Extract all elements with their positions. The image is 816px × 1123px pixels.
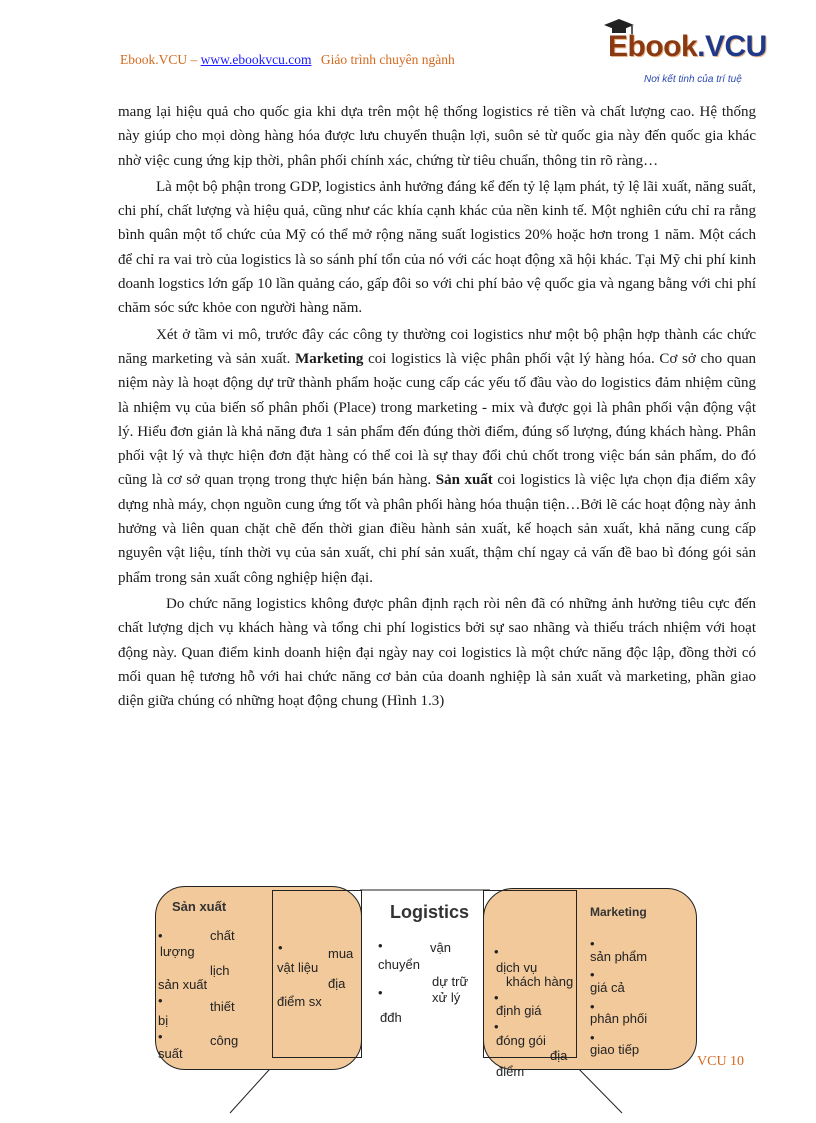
production-title: Sản xuất (172, 899, 227, 914)
marketing-item: giao tiếp (590, 1042, 640, 1057)
logistics-item: dự trữ (432, 974, 469, 989)
marketing-item: phân phối (590, 1011, 648, 1026)
production-item: bị (158, 1013, 169, 1028)
paragraph-3: Xét ở tầm vi mô, trước đây các công ty thường coi logistics như một bộ phận hợp thành các chức năng marketing và sản xuất. Marketing coi logistics là việc phân phối vật lý hàng hóa. Cơ sở cho quan niệm này là hoạt động dự trữ thành phẩm hoặc cung cấp các yếu tố đầu vào do logistics đảm nhiệm cũng là nhiệm vụ của biến số phân phối (Place) trong marketing - mix và được gọi là phân phối vận động vật lý. Hiểu đơn giản là khả năng đưa 1 sản phẩm đến đúng thời điểm, đúng số lượng, đúng khách hàng. Phân phối vật lý và thực hiện đơn đặt hàng có thể coi là sự thay đổi chủ chốt trong việc bán sản phẩm, do đó cũng là cơ sở quan trọng trong thực hiện bán hàng. Sản xuất coi logistics là việc lựa chọn địa điểm xây dựng nhà máy, chọn nguồn cung ứng tốt và phân phối hàng hóa thuận tiện…Bởi lẽ các hoạt động này ảnh hưởng và liên quan chặt chẽ đến thời gian điều hành sản xuất, kế hoạch sản xuất, khả năng cung cấp nguyên vật liệu, tính thời vụ của sản xuất, chi phí sản xuất, thậm chí ngay cả vấn đề bao bì đóng gói sản phẩm trong sản xuất công nghiệp hiện đại. (118, 326, 756, 586)
logistics-title: Logistics (390, 902, 470, 922)
marketing-item: • (590, 936, 595, 951)
logistics-item: • (378, 985, 383, 1000)
shared-activity: • (494, 990, 499, 1005)
shared-activity: điểm (496, 1064, 525, 1079)
production-item: suất (158, 1046, 183, 1061)
term-marketing: Marketing (295, 350, 364, 367)
page-footer: VCU 10 (697, 1054, 745, 1069)
logistics-item: xử lý (432, 990, 461, 1005)
logo-tagline: Nơi kết tinh của trí tuệ (644, 74, 742, 85)
production-item: • (158, 1029, 163, 1044)
shared-activity: điểm sx (277, 994, 322, 1009)
production-item: thiết (210, 999, 235, 1014)
shared-activity: dịch vụ (496, 960, 538, 975)
marketing-item: • (590, 967, 595, 982)
shared-activity: địa (328, 976, 346, 991)
logo-wordmark: Ebook.VCU (608, 30, 767, 63)
shared-activity: đóng gói (496, 1033, 546, 1048)
paragraph-4: Do chức năng logistics không được phân định rạch ròi nên đã có những ảnh hưởng tiêu cực đến chất lượng dịch vụ khách hàng và tổng chi phí logistics bởi sự sao nhãng và thiếu trách nhiệm với hoạt động này. Quan điểm kinh doanh hiện đại ngày nay coi logistics là một chức năng độc lập, đồng thời có mối quan hệ tương hỗ với hai chức năng cơ bản của doanh nghiệp là sản xuất và marketing, phần giao diện giữa chúng có những hoạt động chung (Hình 1.3) (118, 595, 756, 710)
production-item: • (158, 993, 163, 1008)
ebook-logo (600, 16, 770, 92)
marketing-item: giá cả (590, 980, 625, 995)
production-item: • (158, 928, 163, 943)
paragraph-2: Là một bộ phận trong GDP, logistics ảnh hưởng đáng kể đến tỷ lệ lạm phát, tỷ lệ lãi xuất, năng suất, chi phí, chất lượng và hiệu quả, cũng như các khía cạnh khác của nền kinh tế. Một nghiên cứu chỉ ra rằng bình quân một tổ chức của Mỹ có thể mở rộng năng suất logistics 20% hoặc hơn trong 1 năm. Một cách để chỉ ra vai trò của logistics là so sánh phí tổn của nó với các hoạt động xã hội khác. Tại Mỹ chi phí kinh doanh logstics lớn gấp 10 lần quảng cáo, gấp đôi so với chi phí bảo vệ quốc gia và ngang bằng với chi phí chăm sóc sức khỏe con người hàng năm. (118, 178, 756, 317)
marketing-item: sản phẩm (590, 949, 648, 964)
header-site: Ebook.VCU – (120, 52, 198, 67)
production-item: chất (210, 928, 235, 943)
marketing-title: Marketing (590, 905, 647, 919)
shared-activity: địa (550, 1048, 568, 1063)
logistics-item: chuyển (378, 957, 420, 972)
production-item: lượng (160, 944, 195, 959)
marketing-item: • (590, 999, 595, 1014)
production-item: lịch (210, 963, 230, 978)
header-category: Giáo trình chuyên ngành (320, 52, 455, 67)
header-link[interactable]: www.ebookvcu.com (200, 52, 312, 67)
term-san-xuat: Sản xuất (435, 472, 493, 489)
logistics-item: • (378, 938, 383, 953)
shared-activity: • (278, 940, 283, 955)
paragraph-1: mang lại hiệu quả cho quốc gia khi dựa trên một hệ thống logistics rẻ tiền và chất lượng cao. Hệ thống này giúp cho mọi dòng hàng hóa được lưu chuyển thuận lợi, suôn sẻ từ quốc gia này đến quốc gia khác nhờ việc cung ứng kịp thời, phân phối chính xác, chứng từ tiêu chuẩn, thông tin rõ ràng… (118, 104, 756, 169)
shared-activity: vật liệu (277, 960, 319, 975)
shared-activity: mua (328, 946, 354, 961)
figure-logistics-diagram (150, 878, 710, 1123)
logistics-item: vận (430, 940, 451, 955)
production-item: sản xuất (158, 977, 208, 992)
marketing-item: • (590, 1030, 595, 1045)
shared-activity: • (494, 1019, 499, 1034)
shared-activity: • (494, 944, 499, 959)
shared-activity: khách hàng (506, 974, 574, 989)
document-body (118, 100, 756, 713)
shared-activity: định giá (496, 1003, 542, 1018)
production-item: công (210, 1033, 239, 1048)
page-header (120, 52, 455, 68)
logistics-item: đđh (380, 1010, 402, 1025)
